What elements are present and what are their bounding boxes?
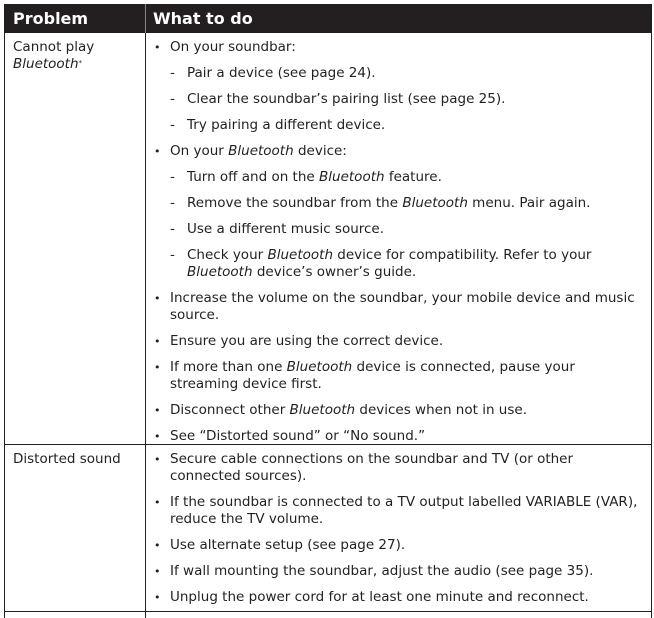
header-what-to-do: What to do	[153, 9, 253, 28]
next-row-partial	[5, 612, 651, 618]
problem-cell	[5, 445, 146, 611]
trademark-mark: *	[78, 59, 83, 67]
sub-list-item: - Clear the soundbar’s pairing list (see page 25).	[170, 91, 643, 108]
problem-line	[13, 56, 145, 73]
list-item: • Increase the volume on the soundbar, your mobile device and music source.	[153, 290, 643, 324]
table-row-distorted-sound	[5, 445, 651, 612]
sub-list	[170, 65, 643, 134]
problem-line: Cannot play	[13, 39, 95, 55]
problem-cell	[5, 612, 146, 618]
problem-line: Distorted sound	[13, 451, 121, 467]
list-item: • Disconnect other Bluetooth devices when not in use.	[153, 402, 643, 419]
list-item: • See “Distorted sound” or “No sound.”	[153, 428, 643, 445]
list-item: • Ensure you are using the correct device.	[153, 333, 643, 350]
bluetooth-term: Bluetooth	[13, 56, 79, 72]
sub-list-item: - Check your Bluetooth device for compatibility. Refer to your Bluetooth device’s owner’s guide.	[170, 247, 643, 281]
sub-list-item: - Remove the soundbar from the Bluetooth menu. Pair again.	[170, 195, 643, 212]
list-item: • Unplug the power cord for at least one minute and reconnect.	[153, 589, 643, 606]
sub-list-item: - Try pairing a different device.	[170, 117, 643, 134]
list-item: • If more than one Bluetooth device is connected, pause your streaming device first.	[153, 359, 643, 393]
list-item: • On your Bluetooth device: - Turn off and on the Bluetooth feature. - Remove the soundbar from the Bluetooth menu. Pair again. - Use a different music source. - Check your Bluetooth device for compatibility. Refer to your Bluetooth device’s owner’s guide.	[153, 143, 643, 281]
sub-list-item: - Pair a device (see page 24).	[170, 65, 643, 82]
sub-list-item: - Use a different music source.	[170, 221, 643, 238]
solution-list	[153, 451, 643, 606]
solution-cell	[146, 445, 651, 611]
list-item: • On your soundbar: - Pair a device (see page 24). - Clear the soundbar’s pairing list (see page 25). - Try pairing a different device.	[153, 39, 643, 134]
list-item: • If the soundbar is connected to a TV output labelled VARIABLE (VAR), reduce the TV volume.	[153, 494, 643, 528]
solution-list	[153, 39, 643, 445]
table-header	[5, 4, 651, 33]
troubleshooting-table	[4, 4, 652, 618]
list-item: • If wall mounting the soundbar, adjust the audio (see page 35).	[153, 563, 643, 580]
solution-cell	[146, 33, 651, 444]
sub-list	[170, 169, 643, 281]
header-problem: Problem	[5, 4, 146, 33]
sub-list-item: - Turn off and on the Bluetooth feature.	[170, 169, 643, 186]
problem-cell	[5, 33, 146, 444]
table-row-cannot-play-bluetooth	[5, 33, 651, 445]
list-item: • Use alternate setup (see page 27).	[153, 537, 643, 554]
list-item: • Secure cable connections on the soundbar and TV (or other connected sources).	[153, 451, 643, 485]
